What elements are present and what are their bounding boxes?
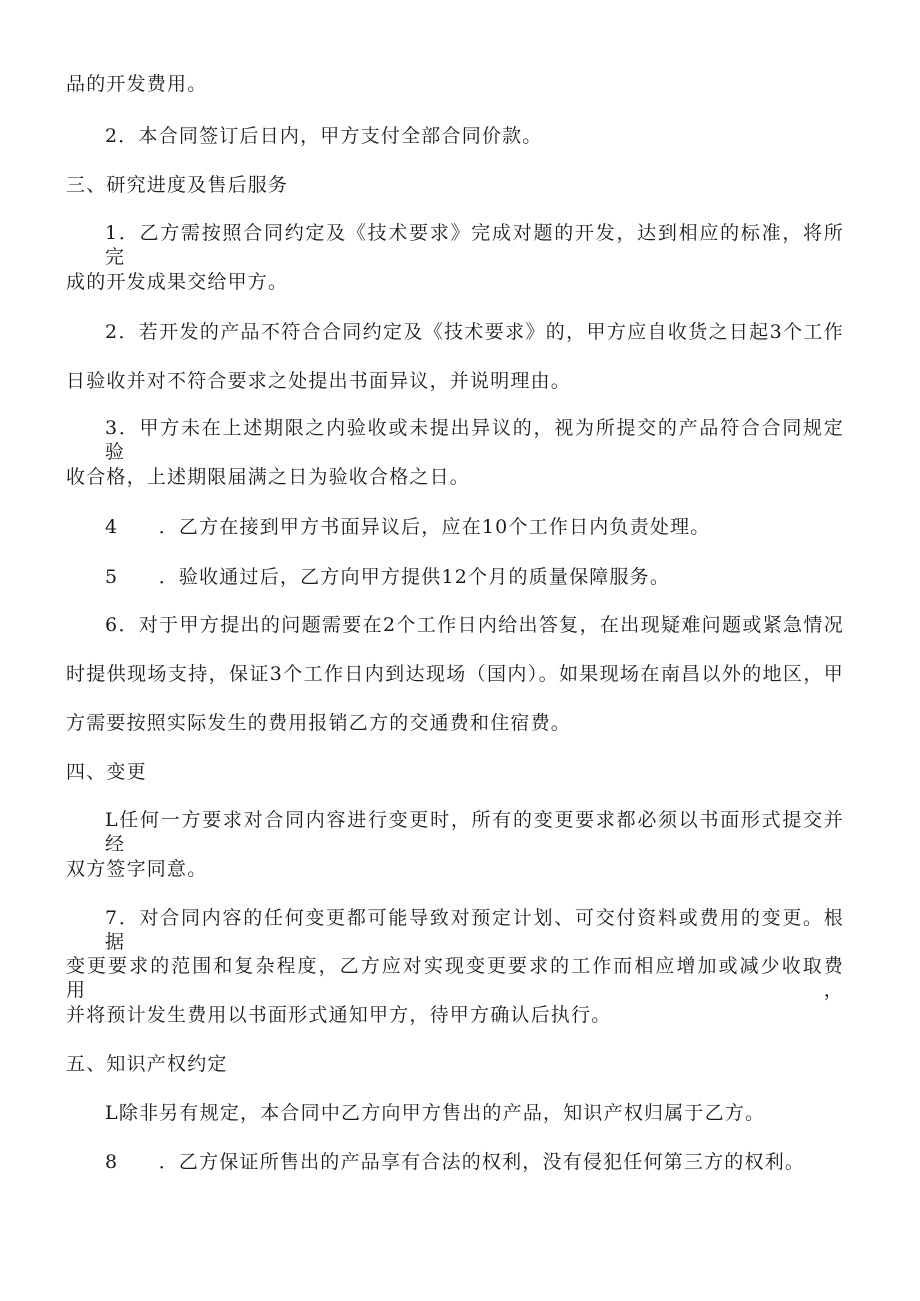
clause-3-acceptance: 3．甲方未在上述期限之内验收或未提出异议的，视为所提交的产品符合合同规定验	[105, 417, 844, 463]
section-heading-5: 五、知识产权约定	[66, 1053, 228, 1075]
paragraph-line: 收合格，上述期限届满之日为验收合格之日。	[66, 466, 471, 488]
clause-7-change: 7．对合同内容的任何变更都可能导致对预定计划、可交付资料或费用的变更。根据	[105, 907, 844, 953]
clause-1-change: L任何一方要求对合同内容进行变更时，所有的变更要求都必须以书面形式提交并经	[105, 809, 844, 855]
paragraph-line: 成的开发成果交给甲方。	[66, 271, 289, 293]
section-heading-4: 四、变更	[66, 761, 147, 783]
clause-2-payment: 2．本合同签订后日内，甲方支付全部合同价款。	[105, 125, 543, 147]
clause-1-ip: L除非另有规定，本合同中乙方向甲方售出的产品，知识产权归属于乙方。	[105, 1102, 766, 1124]
section-heading-3: 三、研究进度及售后服务	[66, 174, 289, 196]
clause-5-warranty: 5 ．验收通过后，乙方向甲方提供12个月的质量保障服务。	[105, 566, 671, 588]
paragraph-line: 双方签字同意。	[66, 858, 208, 880]
clause-8-ip: 8 ．乙方保证所售出的产品享有合法的权利，没有侵犯任何第三方的权利。	[105, 1151, 806, 1173]
clause-2-acceptance: 2．若开发的产品不符合合同约定及《技术要求》的，甲方应自收货之日起3个工作	[105, 321, 844, 343]
clause-4-handling: 4 ．乙方在接到甲方书面异议后，应在10个工作日内负责处理。	[105, 516, 711, 538]
paragraph-line: 变更要求的范围和复杂程度，乙方应对实现变更要求的工作而相应增加或减少收取费用，	[66, 955, 844, 1001]
clause-1-development: 1．乙方需按照合同约定及《技术要求》完成对题的开发，达到相应的标准，将所完	[105, 222, 844, 268]
paragraph-line: 品的开发费用。	[66, 73, 208, 95]
paragraph-line: 方需要按照实际发生的费用报销乙方的交通费和住宿费。	[66, 712, 572, 734]
paragraph-line: 并将预计发生费用以书面形式通知甲方，待甲方确认后执行。	[66, 1004, 612, 1026]
paragraph-line: 日验收并对不符合要求之处提出书面异议，并说明理由。	[66, 370, 572, 392]
clause-6-support: 6．对于甲方提出的问题需要在2个工作日内给出答复，在出现疑难问题或紧急情况	[105, 614, 844, 636]
paragraph-line: 时提供现场支持，保证3个工作日内到达现场（国内）。如果现场在南昌以外的地区，甲	[66, 663, 844, 685]
